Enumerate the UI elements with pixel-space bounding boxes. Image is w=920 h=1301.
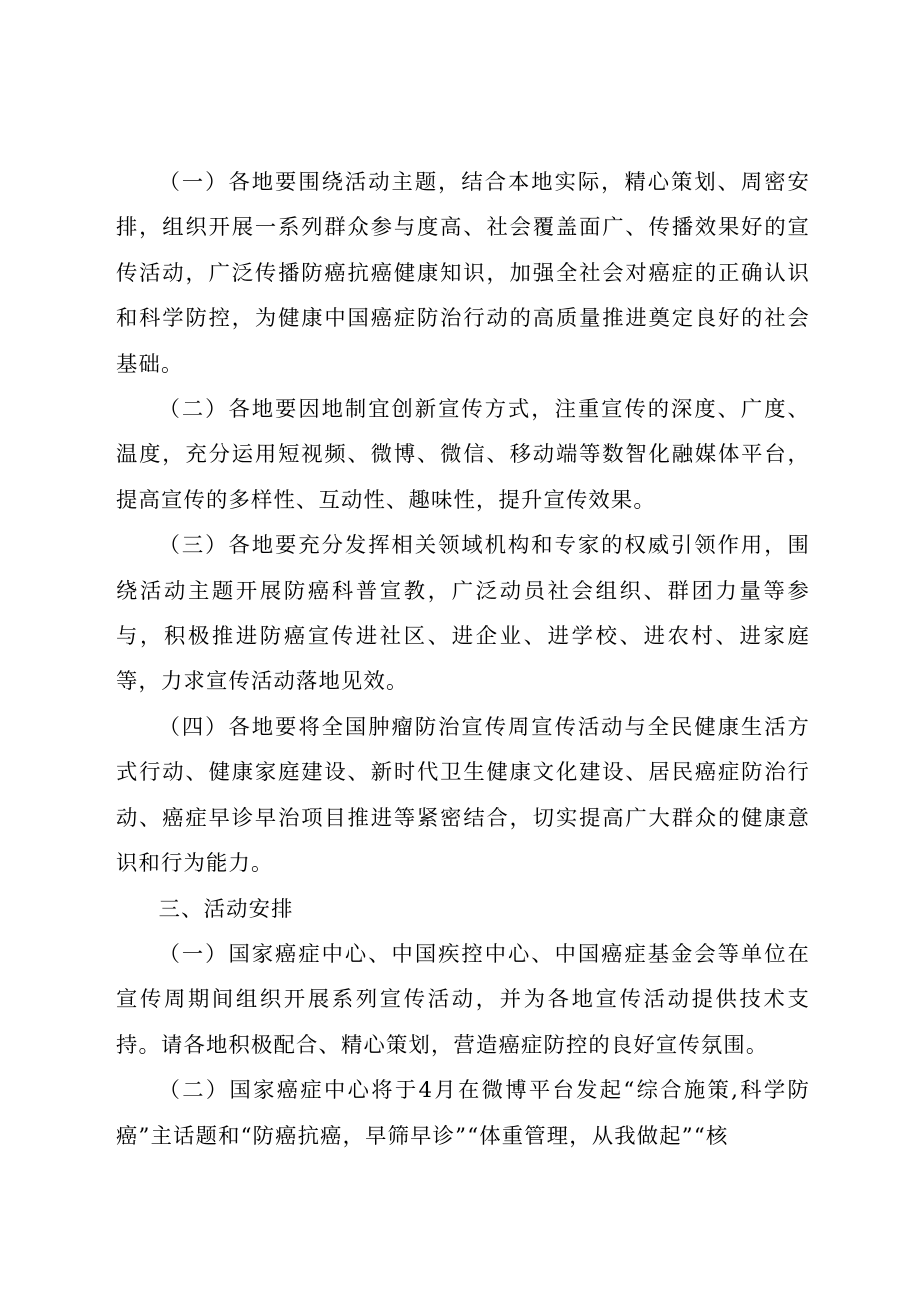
document-body [116,160,810,1159]
paragraph-5: （一）国家癌症中心、中国疾控中心、中国癌症基金会等单位在宣传周期间组织开展系列宣传活动，并为各地宣传活动提供技术支持。请各地积极配合、精心策划，营造癌症防控的良好宣传氛围。 [116,941,810,1058]
paragraph-2: （二）各地要因地制宜创新宣传方式，注重宣传的深度、广度、温度，充分运用短视频、微博、微信、移动端等数智化融媒体平台，提高宣传的多样性、互动性、趣味性，提升宣传效果。 [116,397,810,513]
paragraph-1: （一）各地要围绕活动主题，结合本地实际，精心策划、周密安排，组织开展一系列群众参与度高、社会覆盖面广、传播效果好的宣传活动，广泛传播防癌抗癌健康知识，加强全社会对癌症的正确认识和科学防控，为健康中国癌症防治行动的高质量推进奠定良好的社会基础。 [116,170,810,377]
paragraph-3: （三）各地要充分发挥相关领域机构和专家的权威引领作用，围绕活动主题开展防癌科普宣教，广泛动员社会组织、群团力量等参与，积极推进防癌宣传进社区、进企业、进学校、进农村、进家庭等，力求宣传活动落地见效。 [116,533,810,695]
paragraph-4: （四）各地要将全国肿瘤防治宣传周宣传活动与全民健康生活方式行动、健康家庭建设、新时代卫生健康文化建设、居民癌症防治行动、癌症早诊早治项目推进等紧密结合，切实提高广大群众的健康意识和行为能力。 [116,714,810,877]
paragraph-6: （二）国家癌症中心将于4月在微博平台发起“综合施策,科学防癌”主话题和“防癌抗癌，早筛早诊”“体重管理，从我做起”“核 [116,1078,810,1149]
section-heading: 三、活动安排 [158,896,294,922]
